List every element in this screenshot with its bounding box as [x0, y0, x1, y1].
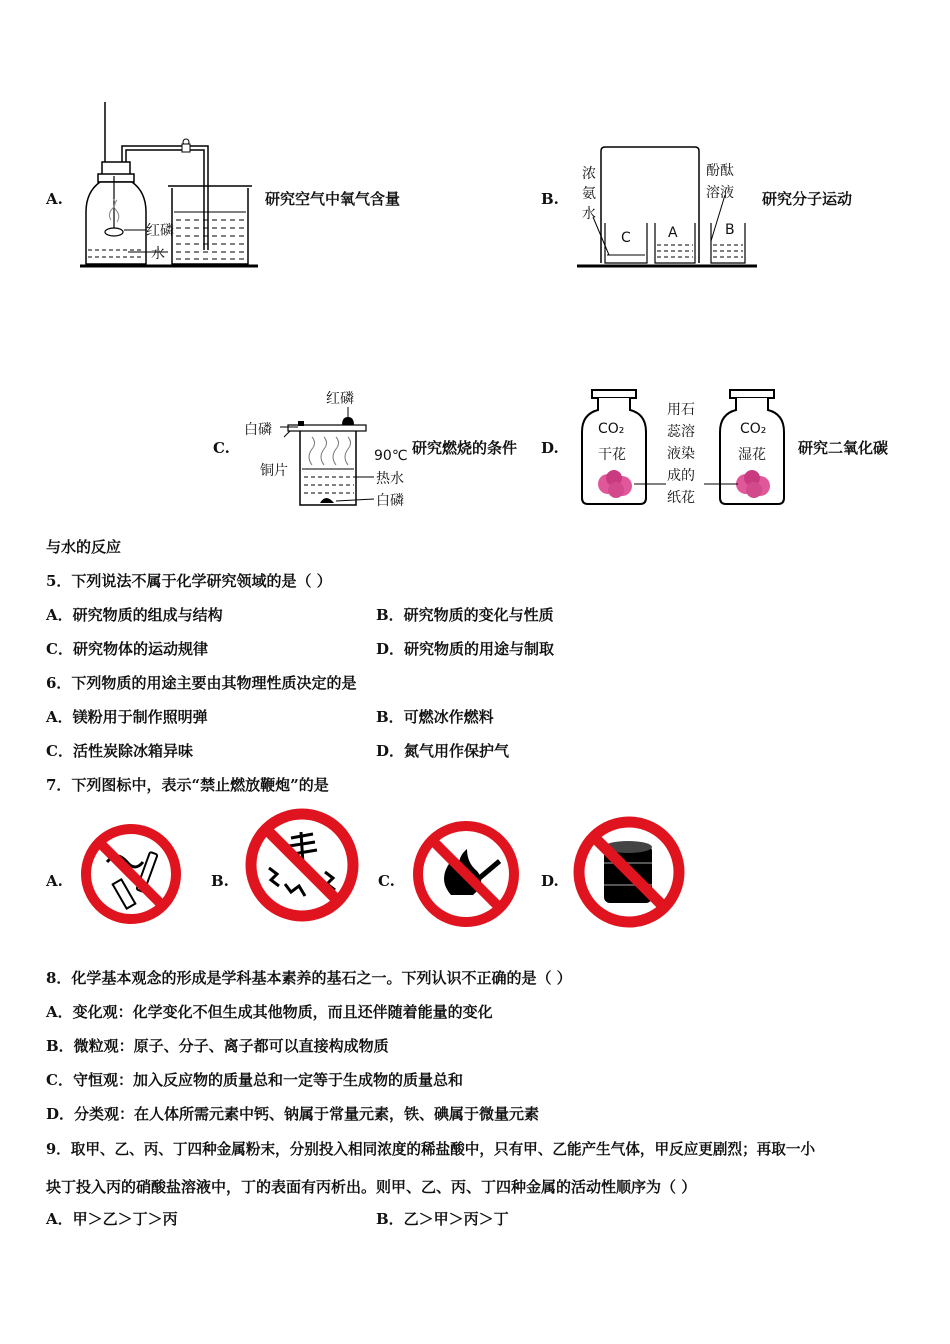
- copper-sheet-label: 铜片: [260, 463, 288, 479]
- hot-water-label: 热水: [376, 471, 404, 487]
- ammonia-label-3: 水: [582, 206, 596, 222]
- white-phosphorus-bottom-label: 白磷: [376, 493, 404, 509]
- question-8-option-a: A．变化观：化学变化不但生成其他物质，而且还伴随着能量的变化: [46, 1003, 493, 1021]
- question-8-stem: 8．化学基本观念的形成是学科基本素养的基石之一。下列认识不正确的是（ ）: [46, 969, 572, 987]
- no-flammable-barrel-sign-icon: [572, 815, 687, 930]
- question-8-option-b: B．微粒观：原子、分子、离子都可以直接构成物质: [46, 1037, 389, 1055]
- red-phosphorus-label: 红磷: [146, 223, 174, 239]
- question-9-stem-line-1: 9．取甲、乙、丙、丁四种金属粉末，分别投入相同浓度的稀盐酸中，只有甲、乙能产生气体，甲反应更剧烈；再取一小: [46, 1141, 816, 1158]
- option-d-letter: D.: [541, 439, 559, 457]
- sign-d-letter: D.: [541, 872, 559, 890]
- no-firecrackers-sign-icon: [245, 808, 360, 923]
- question-8-option-c: C．守恒观：加入反应物的质量总和一定等于生成物的质量总和: [46, 1071, 463, 1089]
- litmus-label-3: 液染: [667, 446, 695, 462]
- option-a-caption: 研究空气中氧气含量: [265, 190, 401, 208]
- litmus-label-1: 用石: [667, 402, 695, 418]
- option-c-letter: C.: [213, 439, 230, 457]
- dry-flower-label: 干花: [598, 447, 626, 463]
- ammonia-label-2: 氨: [582, 186, 596, 202]
- red-phosphorus-top-label: 红磷: [326, 391, 354, 407]
- option-b-caption: 研究分子运动: [762, 190, 853, 208]
- litmus-label-4: 成的: [667, 468, 695, 484]
- white-phosphorus-top-label: 白磷: [244, 422, 272, 438]
- question-6-stem: 6．下列物质的用途主要由其物理性质决定的是: [46, 674, 357, 692]
- question-9-option-a: A．甲＞乙＞丁＞丙: [46, 1210, 178, 1228]
- beaker-a-label: A: [668, 225, 678, 241]
- option-c-caption: 研究燃烧的条件: [412, 439, 518, 457]
- no-smoking-sign-icon: [79, 822, 184, 927]
- option-b-letter: B.: [541, 190, 559, 208]
- question-7-stem: 7．下列图标中，表示“禁止燃放鞭炮”的是: [46, 776, 329, 794]
- question-5-option-d: D．研究物质的用途与制取: [376, 640, 555, 658]
- temperature-label: 90℃: [374, 448, 408, 464]
- question-6-option-b: B．可燃冰作燃料: [376, 708, 494, 726]
- litmus-label-2: 蕊溶: [667, 424, 695, 440]
- sign-c-letter: C.: [378, 872, 395, 890]
- question-5-option-a: A．研究物质的组成与结构: [46, 606, 223, 624]
- phenolphthalein-label-1: 酚酞: [706, 163, 734, 179]
- question-8-option-d: D．分类观：在人体所需元素中钙、钠属于常量元素，铁、碘属于微量元素: [46, 1105, 540, 1123]
- option-a-letter: A.: [46, 190, 63, 208]
- question-6-option-d: D．氮气用作保护气: [376, 742, 510, 760]
- question-5-stem: 5．下列说法不属于化学研究领域的是（ ）: [46, 572, 332, 590]
- water-label: 水: [151, 246, 165, 262]
- sign-b-letter: B.: [211, 872, 229, 890]
- question-9-stem-line-2: 块丁投入丙的硝酸盐溶液中，丁的表面有丙析出。则甲、乙、丙、丁四种金属的活动性顺序为（ ）: [46, 1178, 697, 1196]
- question-5-option-c: C．研究物体的运动规律: [46, 640, 208, 658]
- right-co2-label: CO₂: [740, 421, 767, 437]
- question-5-option-b: B．研究物质的变化与性质: [376, 606, 554, 624]
- litmus-label-5: 纸花: [667, 490, 695, 506]
- phenolphthalein-label-2: 溶液: [706, 185, 734, 201]
- wet-flower-label: 湿花: [738, 447, 766, 463]
- ammonia-label-1: 浓: [582, 166, 596, 182]
- left-co2-label: CO₂: [598, 421, 625, 437]
- question-9-option-b: B．乙＞甲＞丙＞丁: [376, 1210, 509, 1228]
- sign-a-letter: A.: [46, 872, 63, 890]
- beaker-b-label: B: [725, 222, 735, 238]
- no-open-flame-sign-icon: [411, 819, 521, 929]
- question-6-option-a: A．镁粉用于制作照明弹: [46, 708, 208, 726]
- beaker-c-label: C: [621, 230, 631, 246]
- air-oxygen-apparatus-figure: [78, 100, 268, 275]
- option-d-caption-continued: 与水的反应: [46, 538, 122, 556]
- combustion-apparatus-figure: [278, 405, 388, 510]
- option-d-caption: 研究二氧化碳: [798, 439, 889, 457]
- question-6-option-c: C．活性炭除冰箱异味: [46, 742, 193, 760]
